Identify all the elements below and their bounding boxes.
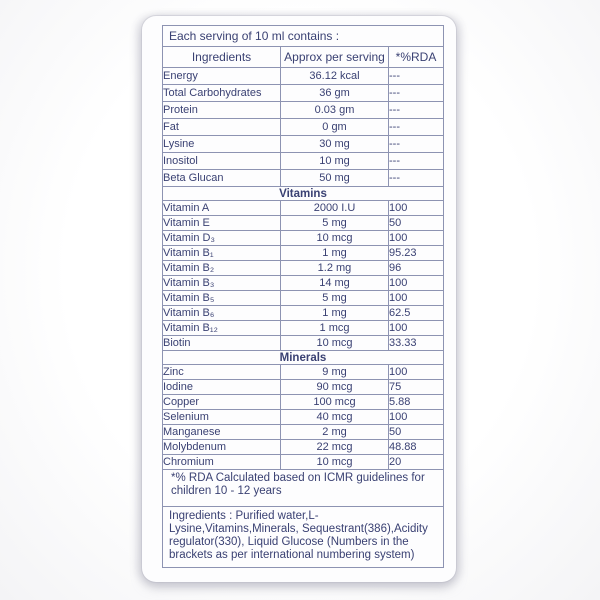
table-row xyxy=(163,455,444,470)
nutrient-name: Copper xyxy=(163,395,281,410)
table-row xyxy=(163,170,444,187)
nutrient-name: Vitamin B₁ xyxy=(163,246,281,261)
table-row xyxy=(163,306,444,321)
nutrient-rda: 100 xyxy=(389,276,444,291)
nutrient-amount: 36 gm xyxy=(281,85,389,102)
table-row xyxy=(163,201,444,216)
table-row xyxy=(163,365,444,380)
nutrient-amount: 10 mcg xyxy=(281,455,389,470)
section-header-label: Vitamins xyxy=(163,187,444,201)
nutrient-name: Vitamin B₃ xyxy=(163,276,281,291)
table-row xyxy=(163,321,444,336)
nutrient-name: Iodine xyxy=(163,380,281,395)
nutrient-amount: 30 mg xyxy=(281,136,389,153)
nutrition-facts-table xyxy=(162,25,444,568)
nutrient-amount: 14 mg xyxy=(281,276,389,291)
nutrient-amount: 22 mcg xyxy=(281,440,389,455)
table-row xyxy=(163,68,444,85)
nutrient-amount: 0.03 gm xyxy=(281,102,389,119)
table-row xyxy=(163,276,444,291)
table-row xyxy=(163,102,444,119)
nutrient-name: Vitamin B₁₂ xyxy=(163,321,281,336)
column-header-rda: *%RDA xyxy=(389,47,444,68)
section-header-row xyxy=(163,351,444,365)
nutrient-rda: 48.88 xyxy=(389,440,444,455)
nutrient-name: Zinc xyxy=(163,365,281,380)
rda-footnote: *% RDA Calculated based on ICMR guidelines for children 10 - 12 years xyxy=(163,470,444,507)
nutrient-rda: 100 xyxy=(389,321,444,336)
table-row xyxy=(163,380,444,395)
nutrient-rda: 100 xyxy=(389,231,444,246)
nutrient-name: Inositol xyxy=(163,153,281,170)
nutrient-name: Vitamin B₂ xyxy=(163,261,281,276)
table-row xyxy=(163,395,444,410)
table-row xyxy=(163,246,444,261)
nutrient-amount: 0 gm xyxy=(281,119,389,136)
nutrient-name: Lysine xyxy=(163,136,281,153)
section-header-label: Minerals xyxy=(163,351,444,365)
table-row xyxy=(163,336,444,351)
nutrient-amount: 1.2 mg xyxy=(281,261,389,276)
nutrient-rda: --- xyxy=(389,85,444,102)
nutrient-rda: 62.5 xyxy=(389,306,444,321)
nutrient-name: Fat xyxy=(163,119,281,136)
nutrient-amount: 1 mg xyxy=(281,306,389,321)
nutrient-name: Vitamin D₃ xyxy=(163,231,281,246)
nutrient-rda: 100 xyxy=(389,291,444,306)
table-row xyxy=(163,26,444,47)
ingredients-note-row xyxy=(163,507,444,568)
nutrient-amount: 100 mcg xyxy=(281,395,389,410)
nutrient-rda: 100 xyxy=(389,410,444,425)
nutrient-name: Energy xyxy=(163,68,281,85)
nutrient-name: Protein xyxy=(163,102,281,119)
nutrient-rda: 100 xyxy=(389,201,444,216)
table-header-row xyxy=(163,47,444,68)
nutrient-name: Molybdenum xyxy=(163,440,281,455)
table-row xyxy=(163,440,444,455)
nutrient-name: Total Carbohydrates xyxy=(163,85,281,102)
nutrient-amount: 1 mg xyxy=(281,246,389,261)
table-row xyxy=(163,291,444,306)
table-row xyxy=(163,136,444,153)
nutrient-amount: 10 mcg xyxy=(281,231,389,246)
nutrient-amount: 10 mg xyxy=(281,153,389,170)
table-row xyxy=(163,231,444,246)
table-row xyxy=(163,261,444,276)
nutrient-name: Vitamin E xyxy=(163,216,281,231)
table-row xyxy=(163,216,444,231)
nutrient-amount: 90 mcg xyxy=(281,380,389,395)
nutrient-rda: 75 xyxy=(389,380,444,395)
nutrient-rda: 33.33 xyxy=(389,336,444,351)
nutrient-amount: 36.12 kcal xyxy=(281,68,389,85)
section-header-row xyxy=(163,187,444,201)
table-row xyxy=(163,85,444,102)
serving-title: Each serving of 10 ml contains : xyxy=(163,26,444,47)
nutrient-name: Manganese xyxy=(163,425,281,440)
nutrient-amount: 9 mg xyxy=(281,365,389,380)
nutrient-rda: --- xyxy=(389,153,444,170)
nutrient-rda: 50 xyxy=(389,216,444,231)
nutrient-rda: --- xyxy=(389,102,444,119)
nutrient-amount: 2 mg xyxy=(281,425,389,440)
nutrient-rda: 50 xyxy=(389,425,444,440)
column-header-ingredients: Ingredients xyxy=(163,47,281,68)
nutrient-amount: 40 mcg xyxy=(281,410,389,425)
nutrient-name: Vitamin B₅ xyxy=(163,291,281,306)
nutrient-rda: 20 xyxy=(389,455,444,470)
table-row xyxy=(163,119,444,136)
nutrient-amount: 5 mg xyxy=(281,291,389,306)
nutrient-name: Vitamin B₆ xyxy=(163,306,281,321)
nutrient-amount: 50 mg xyxy=(281,170,389,187)
nutrient-amount: 2000 I.U xyxy=(281,201,389,216)
table-row xyxy=(163,153,444,170)
nutrient-name: Biotin xyxy=(163,336,281,351)
table-row xyxy=(163,425,444,440)
nutrient-name: Beta Glucan xyxy=(163,170,281,187)
nutrient-name: Vitamin A xyxy=(163,201,281,216)
nutrient-amount: 10 mcg xyxy=(281,336,389,351)
nutrient-name: Selenium xyxy=(163,410,281,425)
nutrient-rda: --- xyxy=(389,68,444,85)
nutrient-rda: 96 xyxy=(389,261,444,276)
nutrient-rda: --- xyxy=(389,119,444,136)
table-row xyxy=(163,410,444,425)
nutrient-rda: 95.23 xyxy=(389,246,444,261)
column-header-approx-per-serving: Approx per serving xyxy=(281,47,389,68)
nutrient-amount: 1 mcg xyxy=(281,321,389,336)
ingredients-note: Ingredients : Purified water,L-Lysine,Vitamins,Minerals, Sequestrant(386),Acidity regulator(330), Liquid Glucose (Numbers in the brackets as per international numbering system) xyxy=(163,507,444,568)
nutrient-rda: 100 xyxy=(389,365,444,380)
nutrition-rows xyxy=(163,68,444,470)
nutrient-rda: 5.88 xyxy=(389,395,444,410)
product-label-card xyxy=(142,16,456,582)
nutrient-amount: 5 mg xyxy=(281,216,389,231)
nutrient-rda: --- xyxy=(389,170,444,187)
nutrient-name: Chromium xyxy=(163,455,281,470)
rda-footnote-row xyxy=(163,470,444,507)
nutrient-rda: --- xyxy=(389,136,444,153)
